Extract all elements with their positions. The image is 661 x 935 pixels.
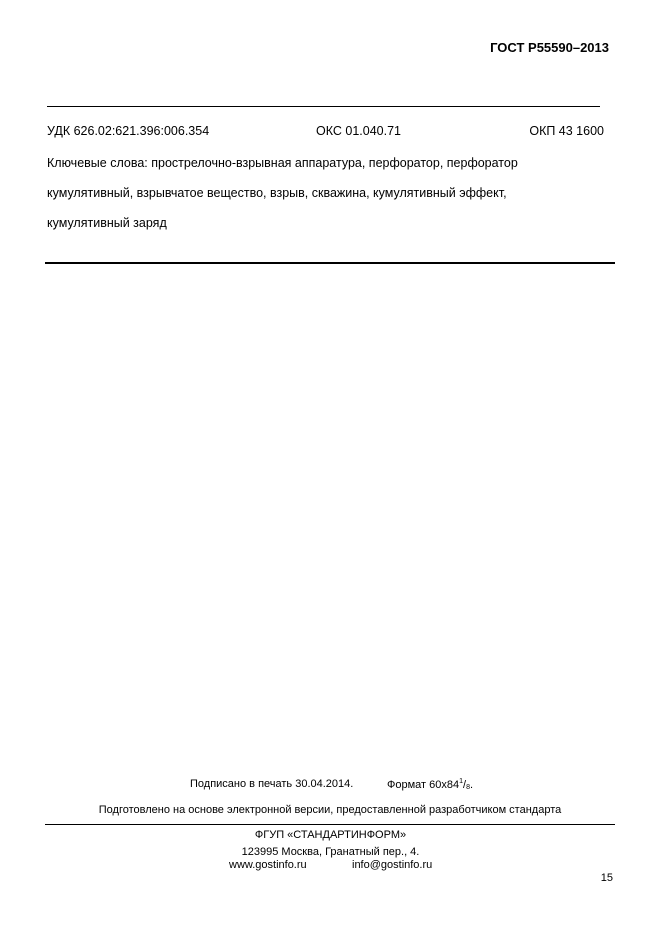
okp-code: ОКП 43 1600 xyxy=(529,124,604,138)
section-divider xyxy=(45,262,615,264)
signed-for-print: Подписано в печать 30.04.2014. xyxy=(190,778,354,790)
footer-divider xyxy=(45,824,615,825)
keywords-line-1: Ключевые слова: прострелочно-взрывная аппаратура, перфоратор, перфоратор xyxy=(47,156,518,170)
keywords-line-3: кумулятивный заряд xyxy=(47,216,167,230)
document-code: ГОСТ Р55590–2013 xyxy=(490,40,609,55)
format-numerator: 1 xyxy=(459,778,464,785)
publisher-address: 123995 Москва, Гранатный пер., 4. xyxy=(241,846,420,858)
udk-code: УДК 626.02:621.396:006.354 xyxy=(47,124,210,138)
format-label: Формат 60х84 xyxy=(387,779,460,791)
oks-code: ОКС 01.040.71 xyxy=(316,124,401,138)
format-suffix: . xyxy=(469,779,474,791)
format-denominator: 8 xyxy=(466,784,470,791)
header-divider xyxy=(47,106,600,107)
publisher-name: ФГУП «СТАНДАРТИНФОРМ» xyxy=(254,829,407,841)
email-link[interactable]: info@gostinfo.ru xyxy=(352,859,433,871)
page-number: 15 xyxy=(600,872,613,884)
website-link[interactable]: www.gostinfo.ru xyxy=(229,859,307,871)
print-format: Формат $60х84^1/_8$. xyxy=(387,778,474,791)
prepared-note: Подготовлено на основе электронной версии, предоставленной разработчиком стандарта xyxy=(98,804,562,816)
keywords-line-2: кумулятивный, взрывчатое вещество, взрыв, скважина, кумулятивный эффект, xyxy=(47,186,507,200)
